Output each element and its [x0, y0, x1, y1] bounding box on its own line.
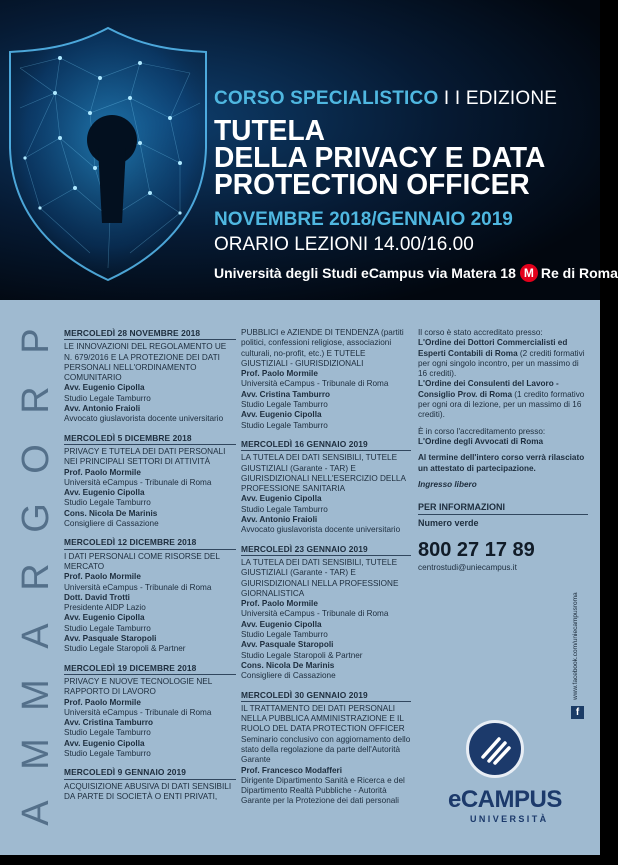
program-session: [64, 767, 236, 802]
program-column-1: [64, 328, 236, 810]
metro-icon: M: [520, 264, 538, 282]
program-session: [241, 544, 411, 682]
speaker-role: Studio Legale Tamburro: [64, 498, 151, 508]
venue: [214, 264, 618, 282]
speaker-role: Università eCampus - Tribunale di Roma: [64, 477, 212, 487]
session-date: MERCOLEDÌ 9 GENNAIO 2019: [64, 767, 236, 779]
speaker-name: Avv. Antonio Fraioli: [64, 404, 141, 414]
logo-wordmark: eCAMPUS: [448, 786, 562, 813]
speaker-role: Studio Legale Tamburro: [64, 623, 151, 633]
facebook-url[interactable]: www.facebook.com/uniecampusroma: [572, 592, 579, 700]
program-session: [241, 690, 411, 807]
speaker-name: Avv. Eugenio Cipolla: [64, 613, 145, 623]
program-vertical-label: [16, 322, 56, 832]
session-title: PRIVACY E NUOVE TECNOLOGIE NEL RAPPORTO DI LAVORO: [64, 676, 213, 697]
speaker-name: Prof. Paolo Mormile: [241, 369, 318, 379]
title-line-2: DELLA PRIVACY E DATA: [214, 142, 546, 174]
session-title: LE INNOVAZIONI DEL REGOLAMENTO UE N. 679/2016 E LA PROTEZIONE DEI DATI PERSONALI NELL'ORDINAMENTO COMUNITARIO: [64, 342, 227, 383]
speaker-role: Studio Legale Tamburro: [241, 420, 328, 430]
program-letter: G: [15, 503, 57, 533]
program-letter: O: [15, 444, 57, 474]
session-title: PUBBLICI e AZIENDE DI TENDENZA (partiti politici, confessioni religiose, associazioni culturali, no-profit, etc.) E TUTELE GIUSTIZIALI - GIURISDIZIONALI: [241, 328, 404, 368]
lesson-hours: ORARIO LEZIONI 14.00/16.00: [214, 234, 474, 255]
speaker-name: Avv. Eugenio Cipolla: [64, 488, 145, 498]
course-type-line: CORSO SPECIALISTICO I I EDIZIONE: [214, 88, 558, 109]
speaker-name: Prof. Paolo Mormile: [64, 467, 141, 477]
accreditation-1: L'Ordine dei Dottori Commercialisti ed Esperti Contabili di Roma (2 crediti formativi per ogni singolo incontro, per un massimo di 16 crediti).: [418, 338, 585, 379]
session-title: LA TUTELA DEI DATI SENSIBILI, TUTELE GIUSTIZIALI (Garante - TAR) E GIURISDIZIONALI NELL'ESERCIZIO DELLA PROFESSIONE SANITARIA: [241, 453, 406, 494]
session-date: MERCOLEDÌ 28 NOVEMBRE 2018: [64, 328, 236, 340]
program-session: [64, 663, 236, 760]
session-date: MERCOLEDÌ 30 GENNAIO 2019: [241, 690, 411, 702]
speaker-role: Studio Legale Tamburro: [241, 504, 328, 514]
speaker-name: Avv. Pasquale Staropoli: [241, 640, 334, 650]
speaker-name: Avv. Eugenio Cipolla: [241, 494, 322, 504]
accreditation-2: L'Ordine dei Consulenti del Lavoro - Consiglio Prov. di Roma (1 credito formativo per ogni ora di lezione, per un massimo di 16 crediti).: [418, 379, 585, 420]
logo-subtitle: UNIVERSITÀ: [470, 814, 549, 824]
speaker-role: Studio Legale Staropoli & Partner: [64, 644, 186, 654]
facebook-icon[interactable]: f: [571, 706, 584, 719]
session-title: I DATI PERSONALI COME RISORSE DEL MERCATO: [64, 551, 220, 571]
speaker-role: Presidente AIDP Lazio: [64, 603, 146, 613]
accreditation-intro: Il corso è stato accreditato presso:: [418, 328, 543, 337]
program-letter: P: [15, 328, 57, 354]
pending-intro: È in corso l'accreditamento presso:: [418, 426, 546, 436]
pending-order: L'Ordine degli Avvocati di Roma: [418, 436, 544, 446]
program-letter: M: [15, 738, 57, 770]
info-column: [418, 328, 588, 573]
program-session: [241, 328, 411, 431]
logo-emblem-icon: [466, 720, 524, 778]
phone-number[interactable]: 800 27 17 89: [418, 538, 535, 561]
speaker-name: Prof. Paolo Mormile: [64, 572, 141, 582]
program-session: [64, 328, 236, 425]
speaker-name: Avv. Antonio Fraioli: [241, 515, 318, 525]
speaker-name: Avv. Cristina Tamburro: [241, 389, 331, 399]
speaker-role: Studio Legale Tamburro: [64, 748, 151, 758]
session-date: MERCOLEDÌ 19 DICEMBRE 2018: [64, 663, 236, 675]
session-date: MERCOLEDÌ 12 DICEMBRE 2018: [64, 537, 236, 549]
speaker-name: Dott. David Trotti: [64, 592, 130, 602]
program-panel: [0, 300, 600, 855]
venue-metro-stop: Re di Roma: [540, 265, 618, 281]
session-title: IL TRATTAMENTO DEI DATI PERSONALI NELLA PUBBLICA AMMINISTRAZIONE E IL RUOLO DEL DATA PROTECTION OFFICER: [241, 703, 405, 734]
speaker-name: Avv. Cristina Tamburro: [64, 718, 154, 728]
course-dates: NOVEMBRE 2018/GENNAIO 2019: [214, 209, 513, 230]
ecampus-logo: [448, 720, 562, 840]
header-text: [0, 0, 618, 300]
bottom-bar: [0, 855, 600, 865]
header-banner: [0, 0, 618, 300]
certificate-note: Al termine dell'intero corso verrà rilasciato un attestato di partecipazione.: [418, 453, 585, 473]
venue-address: Università degli Studi eCampus via Matera 18: [214, 265, 516, 281]
speaker-name: Prof. Paolo Mormile: [64, 697, 141, 707]
free-entry: Ingresso libero: [418, 479, 477, 489]
speaker-name: Cons. Nicola De Marinis: [241, 660, 335, 670]
speaker-role: Avvocato giuslavorista docente universitario: [64, 414, 224, 424]
program-letter: A: [15, 623, 57, 649]
speaker-name: Avv. Pasquale Staropoli: [64, 634, 157, 644]
speaker-name: Avv. Eugenio Cipolla: [64, 738, 145, 748]
program-letter: A: [15, 800, 57, 826]
phone-label: Numero verde: [418, 518, 479, 529]
session-note: Seminario conclusivo con aggiornamento dello stato della regolazione da parte dell'Autorità Garante: [241, 734, 411, 765]
speaker-role: Università eCampus - Tribunale di Roma: [241, 379, 389, 389]
speaker-role: Avvocato giuslavorista docente universitario: [241, 525, 401, 535]
program-session: [64, 537, 236, 654]
speaker-name: Avv. Eugenio Cipolla: [241, 410, 322, 420]
session-title: ACQUISIZIONE ABUSIVA DI DATI SENSIBILI DA PARTE DI SOCIETÀ O ENTI PRIVATI,: [64, 781, 232, 801]
speaker-role: Dirigente Dipartimento Sanità e Ricerca e del Dipartimento Realtà Pubbliche - Autorità Garante per la Protezione dei dati personali: [241, 775, 405, 806]
info-heading: PER INFORMAZIONI: [418, 502, 588, 515]
title-line-3: PROTECTION OFFICER: [214, 169, 530, 201]
speaker-role: Consigliere di Cassazione: [64, 519, 159, 529]
program-letter: R: [15, 386, 57, 414]
title-line-1: TUTELA: [214, 115, 325, 147]
speaker-role: Studio Legale Tamburro: [64, 393, 151, 403]
session-title: PRIVACY E TUTELA DEI DATI PERSONALI NEI PRINCIPALI SETTORI DI ATTIVITÀ: [64, 446, 226, 467]
speaker-role: Consigliere di Cassazione: [241, 671, 336, 681]
session-date: MERCOLEDÌ 23 GENNAIO 2019: [241, 544, 411, 556]
program-letter: R: [15, 563, 57, 591]
speaker-name: Prof. Paolo Mormile: [241, 599, 318, 609]
page-title: [214, 115, 546, 201]
speaker-role: Università eCampus - Tribunale di Roma: [241, 609, 389, 619]
speaker-role: Studio Legale Tamburro: [64, 728, 151, 738]
speaker-role: Studio Legale Staropoli & Partner: [241, 650, 363, 660]
session-date: MERCOLEDÌ 5 DICEMBRE 2018: [64, 433, 236, 445]
program-letter: M: [15, 679, 57, 711]
speaker-role: Studio Legale Tamburro: [241, 400, 328, 410]
session-date: MERCOLEDÌ 16 GENNAIO 2019: [241, 439, 411, 451]
speaker-role: Studio Legale Tamburro: [241, 630, 328, 640]
edition: I EDIZIONE: [454, 88, 558, 109]
speaker-name: Prof. Francesco Modafferi: [241, 765, 343, 775]
speaker-role: Università eCampus - Tribunale di Roma: [64, 707, 212, 717]
speaker-name: Avv. Eugenio Cipolla: [241, 619, 322, 629]
program-column-2: [241, 328, 411, 815]
course-type: CORSO SPECIALISTICO: [214, 88, 439, 109]
session-title: LA TUTELA DEI DATI SENSIBILI, TUTELE GIUSTIZIALI (Garante - TAR) E GIURISDIZIONALI NELLA PROFESSIONE GIORNALISTICA: [241, 557, 399, 598]
speaker-role: Università eCampus - Tribunale di Roma: [64, 582, 212, 592]
speaker-name: Avv. Eugenio Cipolla: [64, 383, 145, 393]
email-link[interactable]: centrostudi@uniecampus.it: [418, 562, 517, 572]
program-session: [241, 439, 411, 536]
speaker-name: Cons. Nicola De Marinis: [64, 508, 158, 518]
program-session: [64, 433, 236, 530]
